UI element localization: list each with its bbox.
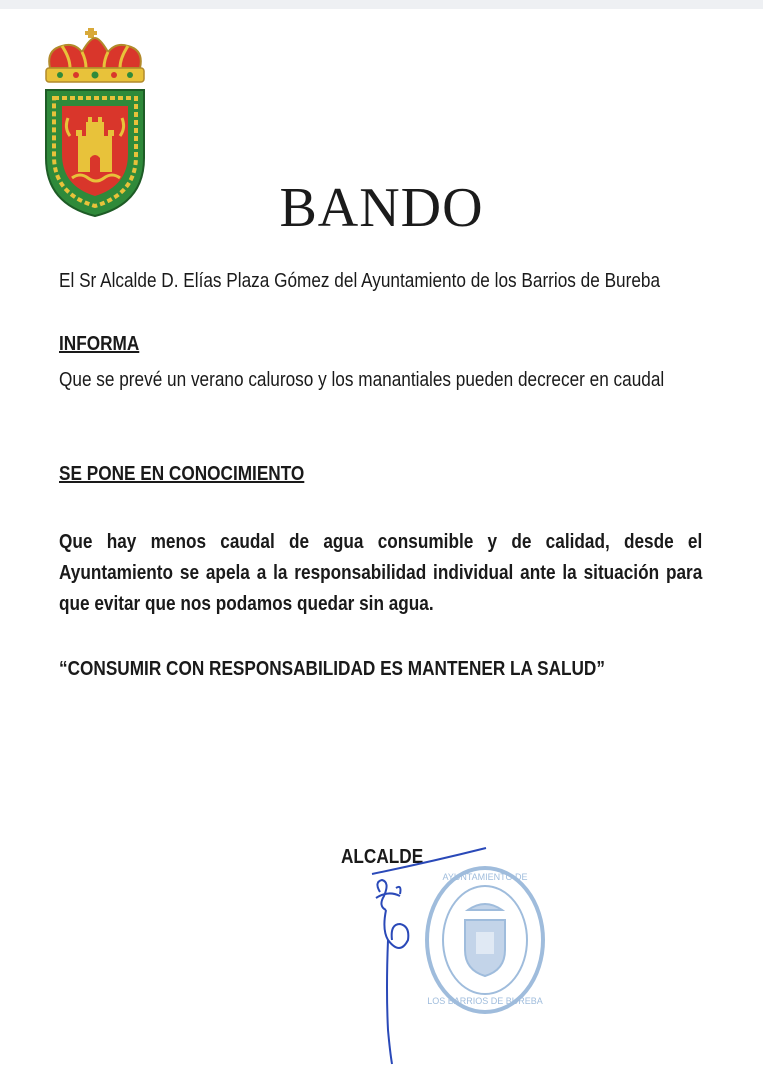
signature-label: ALCALDE	[341, 846, 424, 868]
svg-text:LOS BARRIOS DE BUREBA: LOS BARRIOS DE BUREBA	[427, 996, 543, 1006]
handwritten-signature	[376, 880, 408, 1064]
slogan-text: “CONSUMIR CON RESPONSABILIDAD ES MANTENER LA SALUD”	[59, 658, 605, 680]
informa-paragraph: Que se prevé un verano caluroso y los manantiales pueden decrecer en caudal	[59, 369, 665, 391]
informa-heading: INFORMA	[59, 333, 140, 355]
conocimiento-heading: SE PONE EN CONOCIMIENTO	[59, 463, 305, 485]
top-edge-bar	[0, 0, 763, 9]
municipal-stamp	[427, 868, 543, 1012]
intro-paragraph: El Sr Alcalde D. Elías Plaza Gómez del Ayuntamiento de los Barrios de Bureba	[59, 270, 661, 292]
conocimiento-paragraph: Que hay menos caudal de agua consumible y de calidad, desde el Ayuntamiento se apela a la responsabilidad individual ante la situación para que evitar que nos podamos quedar sin agua.	[59, 531, 703, 615]
signature-and-stamp	[330, 840, 570, 1080]
document-title: BANDO	[279, 177, 484, 239]
svg-text:AYUNTAMIENTO DE: AYUNTAMIENTO DE	[442, 872, 528, 882]
